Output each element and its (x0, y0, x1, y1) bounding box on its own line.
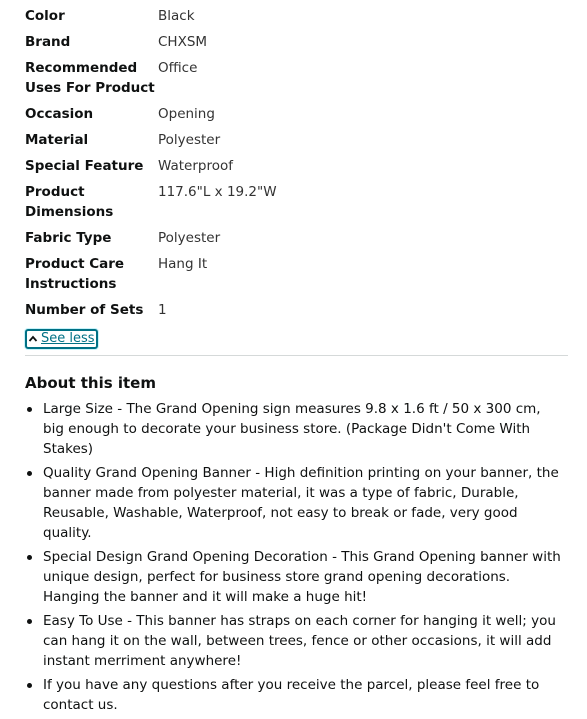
list-item (25, 547, 565, 607)
spec-row (25, 156, 565, 176)
spec-value: 117.6"L x 19.2"W (158, 184, 277, 200)
spec-value: Office (158, 60, 198, 76)
spec-row (25, 6, 565, 26)
spec-value: Waterproof (158, 158, 234, 174)
spec-label: Number of Sets (25, 302, 144, 318)
spec-row (25, 130, 565, 150)
list-item (25, 611, 565, 671)
spec-label: Special Feature (25, 158, 144, 174)
list-item (25, 463, 565, 543)
spec-row (25, 300, 565, 320)
bullet-text: Special Design Grand Opening Decoration - This Grand Opening banner with unique design, perfect for business store grand opening decorations. Hanging the banner and it will make a huge hit! (43, 549, 561, 605)
spec-label: Occasion (25, 106, 94, 122)
product-specs-table (25, 6, 565, 326)
spec-label: Fabric Type (25, 230, 112, 246)
spec-label: Recommended Uses For Product (25, 60, 155, 96)
bullet-text: Quality Grand Opening Banner - High definition printing on your banner, the banner made from polyester material, it was a type of fabric, Durable, Reusable, Washable, Waterproof, not easy to break or fade, very good quality. (43, 465, 559, 541)
bullet-dot-icon (27, 683, 32, 688)
bullet-text: If you have any questions after you receive the parcel, please feel free to contact us. (43, 677, 540, 713)
bullet-dot-icon (27, 407, 32, 412)
bullet-dot-icon (27, 619, 32, 624)
bullet-dot-icon (27, 555, 32, 560)
spec-value: 1 (158, 302, 167, 318)
see-less-link[interactable] (25, 329, 98, 349)
spec-value: Black (158, 8, 195, 24)
chevron-up-icon (28, 334, 38, 344)
about-this-item-heading: About this item (25, 374, 156, 392)
spec-label: Material (25, 132, 89, 148)
spec-label: Brand (25, 34, 71, 50)
bullet-text: Large Size - The Grand Opening sign measures 9.8 x 1.6 ft / 50 x 300 cm, big enough to decorate your business store. (Package Didn't Come With Stakes) (43, 401, 541, 457)
about-bullet-list (25, 399, 565, 719)
spec-value: Opening (158, 106, 215, 122)
spec-value: CHXSM (158, 34, 208, 50)
list-item (25, 675, 565, 715)
bullet-dot-icon (27, 471, 32, 476)
spec-row (25, 104, 565, 124)
spec-value: Polyester (158, 132, 221, 148)
spec-label: Product Care Instructions (25, 256, 125, 292)
list-item (25, 399, 565, 459)
spec-row (25, 58, 565, 98)
bullet-text: Easy To Use - This banner has straps on each corner for hanging it well; you can hang it on the wall, between trees, fence or other occasions, it will add instant merriment anywhere! (43, 613, 556, 669)
see-less-label: See less (41, 331, 95, 346)
spec-value: Polyester (158, 230, 221, 246)
spec-row (25, 228, 565, 248)
spec-row (25, 254, 565, 294)
spec-label: Color (25, 8, 65, 24)
spec-value: Hang It (158, 256, 208, 272)
spec-row (25, 32, 565, 52)
section-divider (25, 355, 568, 356)
spec-label: Product Dimensions (25, 184, 114, 220)
spec-row (25, 182, 565, 222)
